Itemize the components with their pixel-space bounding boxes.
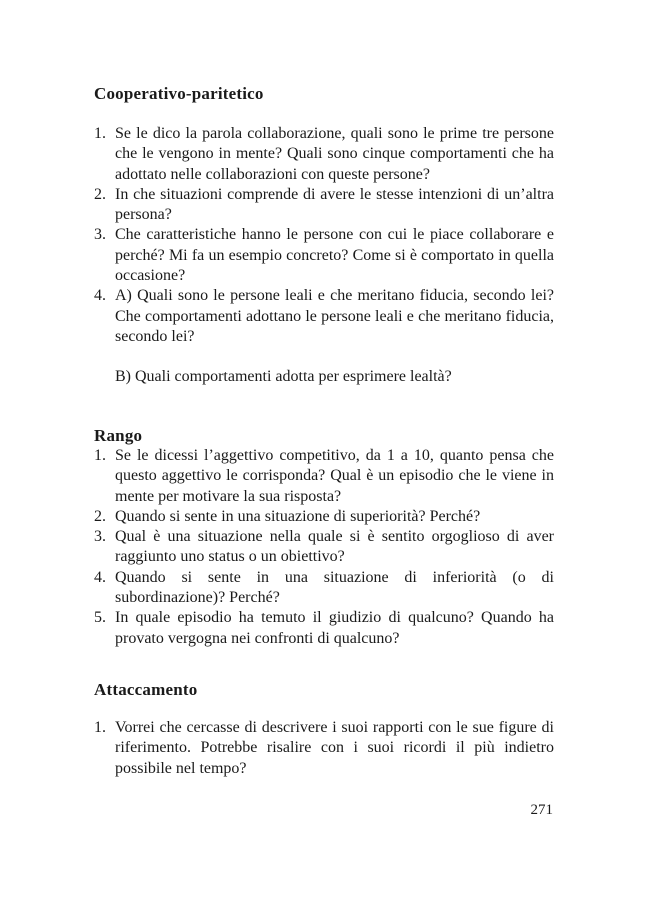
item-text: In che situazioni comprende di avere le stesse intenzioni di un’altra persona?	[115, 185, 554, 224]
item-text: A) Quali sono le persone leali e che meritano fiducia, secondo lei? Che comportamenti adottano le persone leali e che meritano fiducia, secondo lei?	[115, 287, 554, 345]
list-item	[94, 124, 554, 185]
item-text: Quando si sente in una situazione di inferiorità (o di subordinazione)? Perché?	[115, 568, 554, 607]
page-number: 271	[530, 802, 553, 818]
list-item	[94, 185, 554, 226]
item-number: 1.	[94, 719, 106, 736]
item-4b-text: B) Quali comportamenti adotta per esprimere lealtà?	[115, 368, 452, 385]
item-text: Vorrei che cercasse di descrivere i suoi rapporti con le sue figure di riferimento. Potrebbe risalire con i suoi ricordi il più indietro possibile nel tempo?	[115, 719, 554, 777]
item-text: Qual è una situazione nella quale si è sentito orgoglioso di aver raggiunto uno status o un obiettivo?	[115, 528, 554, 566]
list-item	[94, 568, 554, 609]
item-number: 5.	[94, 609, 106, 627]
item-text: Che caratteristiche hanno le persone con cui le piace collaborare e perché? Mi fa un esempio concreto? Come si è comportato in quella occasione?	[115, 226, 554, 285]
item-number: 3.	[94, 528, 106, 546]
item-text: Quando si sente in una situazione di superiorità? Perché?	[115, 507, 481, 525]
list-item	[94, 286, 554, 347]
section-title-attaccamento: Attaccamento	[94, 680, 198, 699]
list-item	[94, 608, 554, 649]
item-text: Se le dico la parola collaborazione, quali sono le prime tre persone che le vengono in mente? Quali sono cinque comportamenti che ha adottato nelle collaborazioni con queste persone?	[115, 125, 554, 183]
item-number: 2.	[94, 507, 106, 525]
item-number: 4.	[94, 568, 106, 586]
item-number: 1.	[94, 447, 106, 464]
section-title-rango: Rango	[94, 426, 143, 445]
list-item	[94, 507, 554, 527]
item-text: Se le dicessi l’aggettivo competitivo, da 1 a 10, quanto pensa che questo aggettivo le corrisponda? Qual è un episodio che le viene in mente per motivare la sua risposta?	[115, 447, 554, 505]
item-text: In quale episodio ha temuto il giudizio di qualcuno? Quando ha provato vergogna nei confronti di qualcuno?	[115, 609, 554, 647]
list-item	[94, 225, 554, 286]
item-number: 2.	[94, 185, 106, 203]
item-number: 4.	[94, 287, 106, 305]
list-attaccamento	[94, 718, 554, 779]
list-rango	[94, 446, 554, 649]
list-item	[94, 718, 554, 779]
item-number: 1.	[94, 125, 106, 142]
list-cooperativo	[94, 124, 554, 347]
list-item	[94, 527, 554, 568]
section-title-cooperativo: Cooperativo-paritetico	[94, 84, 264, 103]
item-number: 3.	[94, 226, 106, 244]
list-item	[94, 446, 554, 507]
